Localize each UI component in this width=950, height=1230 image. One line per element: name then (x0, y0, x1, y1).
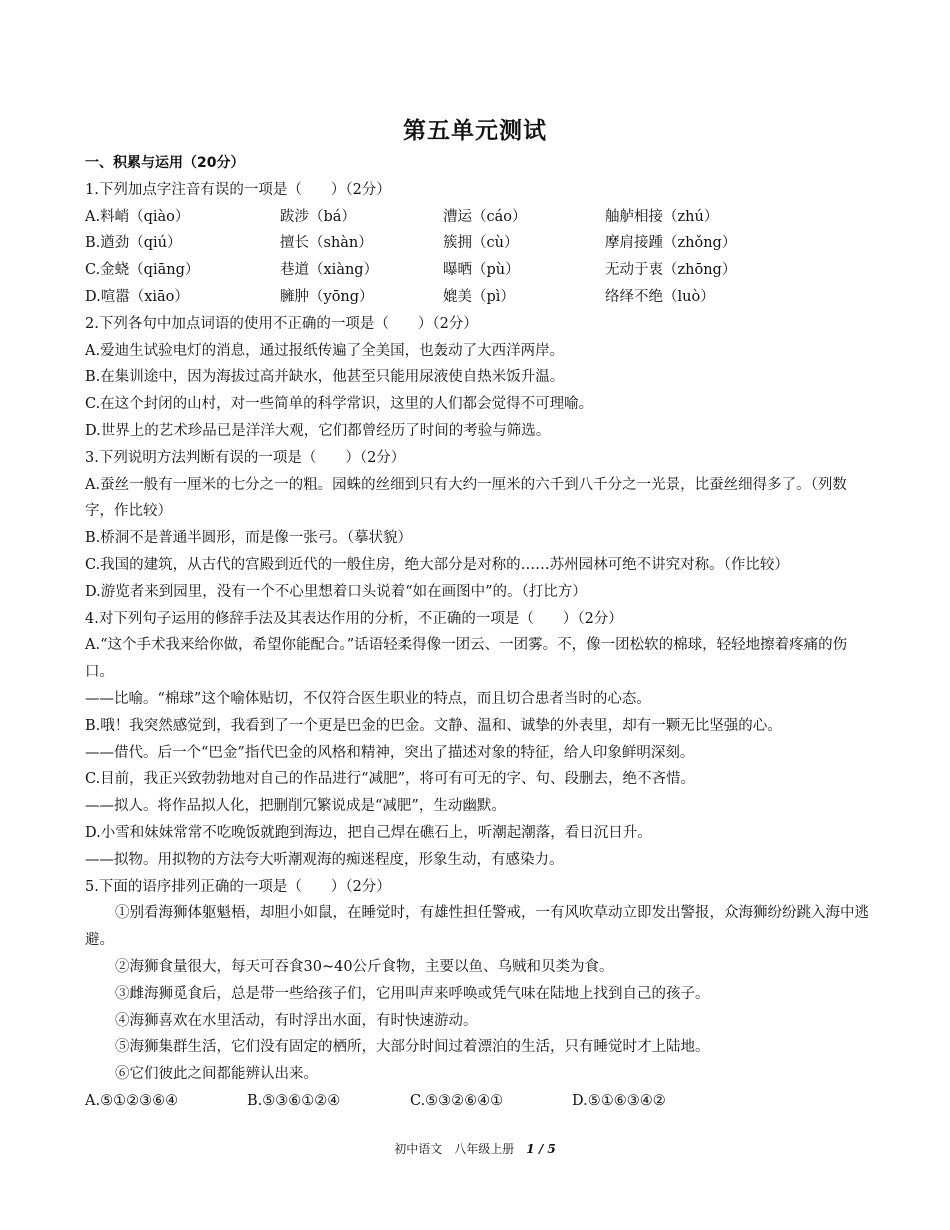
question-1-stem: 1.下列加点字注音有误的一项是（ ）（2分） (85, 181, 391, 198)
q1-row-d (85, 284, 870, 311)
q2-option-c: C.在这个封闭的山村，对一些简单的科学常识，这里的人们都会觉得不可理喻。 (85, 396, 594, 413)
page-title: 第五单元测试 (403, 118, 547, 144)
q5-sentence-3: ③雌海狮觅食后，总是带一些给孩子们，它用叫声来呼唤或凭气味在陆地上找到自己的孩子。 (115, 985, 710, 1002)
q3-option-a: A.蚕丝一般有一厘米的七分之一的粗。园蛛的丝细到只有大约一厘米的六千到八千分之一光景，比蚕丝细得多了。（列数字，作比较） (85, 476, 847, 520)
q2-option-d: D.世界上的艺术珍品已是洋洋大观，它们都曾经历了时间的考验与筛选。 (85, 422, 551, 439)
q4-option-d-note: ——拟物。用拟物的方法夸大听潮观海的痴迷程度，形象生动，有感染力。 (85, 851, 564, 868)
q3-option-d: D.游览者来到园里，没有一个不心里想着口头说着“如在画图中”的。（打比方） (85, 583, 587, 600)
q5-option-d: D.⑤①⑥③④② (572, 1092, 666, 1109)
q3-option-c: C.我国的建筑，从古代的宫殿到近代的一般住房，绝大部分是对称的……苏州园林可绝不讲究对称。（作比较） (85, 556, 789, 573)
question-4-stem: 4.对下列句子运用的修辞手法及其表达作用的分析，不正确的一项是（ ）（2分） (85, 610, 623, 627)
q3-option-b: B.桥洞不是普通半圆形，而是像一张弓。（摹状貌） (85, 530, 413, 547)
q1-row-a (85, 204, 870, 231)
q4-option-b-note: ——借代。后一个“巴金”指代巴金的风格和精神，突出了描述对象的特征，给人印象鲜明深刻。 (85, 744, 695, 761)
question-2-stem: 2.下列各句中加点词语的使用不正确的一项是（ ）（2分） (85, 315, 478, 332)
q4-option-a-note: ——比喻。“棉球”这个喻体贴切，不仅符合医生职业的特点，而且切合患者当时的心态。 (85, 690, 651, 707)
q1-option: A.料峭（qiào） (85, 208, 190, 225)
q5-option-b: B.⑤③⑥①②④ (247, 1092, 341, 1109)
page-number: 1 / 5 (526, 1142, 556, 1156)
q1-row-b (85, 230, 870, 257)
q1-option: 簇拥（cù） (443, 235, 519, 252)
q1-option: 媲美（pì） (443, 288, 515, 305)
q2-option-b: B.在集训途中，因为海拔过高并缺水，他甚至只能用尿液使自热米饭升温。 (85, 369, 565, 386)
q1-row-c (85, 257, 870, 284)
q5-sentence-4: ④海狮喜欢在水里活动，有时浮出水面，有时快速游动。 (115, 1012, 478, 1029)
q1-option: 舳舻相接（zhú） (605, 208, 719, 225)
q4-option-a: A.“这个手术我来给你做，希望你能配合。”话语轻柔得像一团云、一团雾。不，像一团松软的棉球，轻轻地擦着疼痛的伤口。 (85, 637, 848, 681)
q1-option: 无动于衷（zhōng） (605, 262, 737, 279)
q1-option: 跋涉（bá） (280, 208, 356, 225)
q5-option-c: C.⑤③②⑥④① (410, 1092, 504, 1109)
question-5-stem: 5.下面的语序排列正确的一项是（ ）（2分） (85, 878, 391, 895)
q1-option: 巷道（xiàng） (280, 262, 379, 279)
question-3-stem: 3.下列说明方法判断有误的一项是（ ）（2分） (85, 449, 406, 466)
q4-option-d: D.小雪和妹妹常常不吃晚饭就跑到海边，把自己焊在礁石上，听潮起潮落，看日沉日升。 (85, 824, 652, 841)
q5-sentence-5: ⑤海狮集群生活，它们没有固定的栖所，大部分时间过着漂泊的生活，只有睡觉时才上陆地。 (115, 1039, 710, 1056)
q2-option-a: A.爱迪生试验电灯的消息，通过报纸传遍了全美国，也轰动了大西洋两岸。 (85, 342, 565, 359)
page-footer (0, 1140, 950, 1157)
q1-option: 擅长（shàn） (280, 235, 373, 252)
q5-sentence-1: ①别看海狮体躯魁梧，却胆小如鼠，在睡觉时，有雄性担任警戒，一有风吹草动立即发出警报，众海狮纷纷跳入海中逃避。 (85, 905, 869, 949)
exam-content (85, 150, 870, 1115)
q1-option: B.遒劲（qiú） (85, 235, 182, 252)
footer-text: 初中语文 八年级上册 (394, 1142, 515, 1156)
q5-sentence-6: ⑥它们彼此之间都能辨认出来。 (115, 1066, 318, 1083)
q1-option: 臃肿（yōng） (280, 288, 374, 305)
q5-sentence-2: ②海狮食量很大，每天可吞食30~40公斤食物，主要以鱼、乌贼和贝类为食。 (115, 958, 614, 975)
q1-option: 摩肩接踵（zhǒng） (605, 235, 737, 252)
q1-option: C.金蛲（qiāng） (85, 262, 200, 279)
q5-options (85, 1088, 870, 1115)
q1-option: D.喧嚣（xiāo） (85, 288, 189, 305)
q1-option: 络绎不绝（luò） (605, 288, 715, 305)
section-heading: 一、积累与运用（20分） (85, 155, 245, 171)
q4-option-c-note: ——拟人。将作品拟人化，把删削冗繁说成是“减肥”，生动幽默。 (85, 798, 506, 815)
q5-option-a: A.⑤①②③⑥④ (85, 1092, 179, 1109)
q1-option: 漕运（cáo） (443, 208, 527, 225)
q4-option-b: B.哦！我突然感觉到，我看到了一个更是巴金的巴金。文静、温和、诚挚的外表里，却有一颗无比坚强的心。 (85, 717, 782, 734)
q4-option-c: C.目前，我正兴致勃勃地对自己的作品进行“减肥”，将可有可无的字、句、段删去，绝不吝惜。 (85, 771, 696, 788)
q1-option: 曝晒（pù） (443, 262, 520, 279)
